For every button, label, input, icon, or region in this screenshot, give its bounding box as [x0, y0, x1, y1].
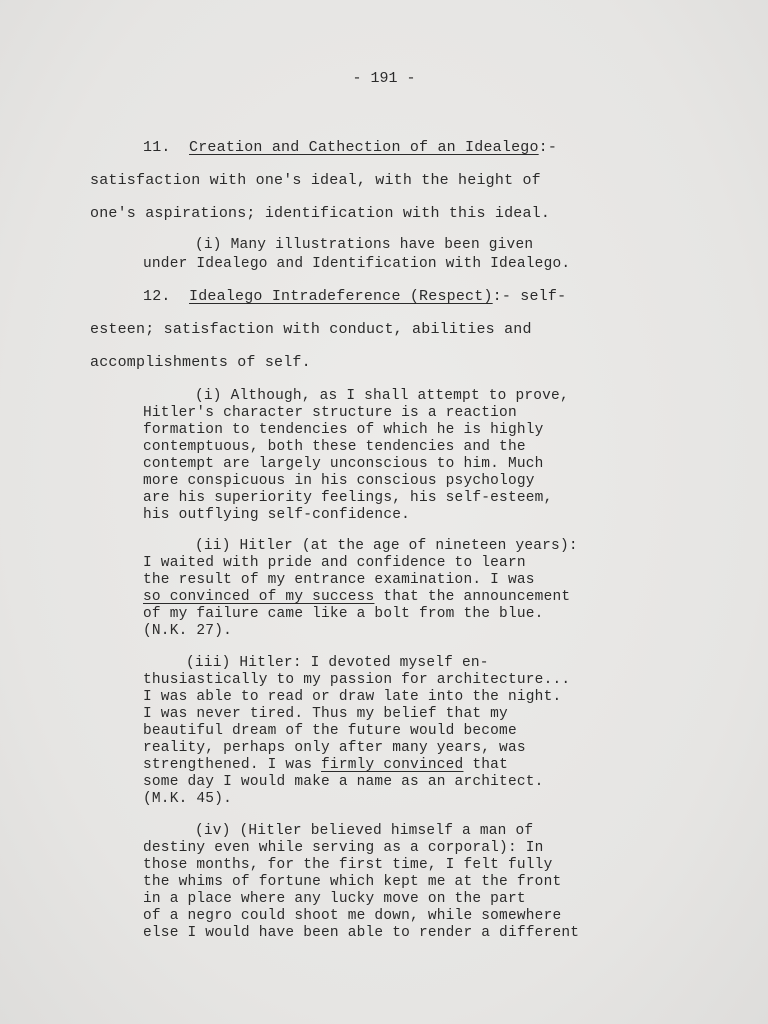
quote-ii-text: that the announcement — [374, 589, 571, 605]
quote-i-line: formation to tendencies of which he is highly — [143, 422, 544, 438]
quote-iv-line: in a place where any lucky move on the part — [143, 891, 526, 907]
item-11-title-suffix: :- — [538, 139, 558, 156]
quote-iv-line: those months, for the first time, I felt fully — [143, 857, 553, 873]
quote-iii-line: some day I would make a name as an architect. — [143, 774, 544, 790]
quote-i-line: Hitler's character structure is a reaction — [143, 405, 517, 421]
item-11-title: Creation and Cathection of an Idealego — [189, 139, 539, 156]
quote-ii-citation: (N.K. 27). — [143, 623, 233, 639]
item-11-note-line: under Idealego and Identification with Idealego. — [143, 256, 571, 272]
quote-ii-line: the result of my entrance examination. I was — [143, 572, 535, 588]
quote-ii-line: (ii) Hitler (at the age of nineteen years): — [195, 538, 578, 554]
quote-iii-line: reality, perhaps only after many years, was — [143, 740, 526, 756]
item-12-line: accomplishments of self. — [90, 354, 311, 371]
quote-ii-line: of my failure came like a bolt from the blue. — [143, 606, 544, 622]
quote-iv-line: destiny even while serving as a corporal): In — [143, 840, 544, 856]
quote-i-line: contemptuous, both these tendencies and the — [143, 439, 526, 455]
item-11-line: satisfaction with one's ideal, with the height of — [90, 172, 541, 189]
quote-iii-text: that — [463, 757, 508, 773]
item-11-note-line: (i) Many illustrations have been given — [195, 237, 534, 253]
quote-i-line: contempt are largely unconscious to him. Much — [143, 456, 544, 472]
quote-iii-citation: (M.K. 45). — [143, 791, 233, 807]
quote-i-line: more conspicuous in his conscious psychology — [143, 473, 535, 489]
quote-iv-line: the whims of fortune which kept me at the front — [143, 874, 562, 890]
quote-ii-line: I waited with pride and confidence to learn — [143, 555, 526, 571]
quote-iii-line: beautiful dream of the future would become — [143, 723, 517, 739]
item-12-title: Idealego Intradeference (Respect) — [189, 288, 493, 305]
quote-ii-line — [143, 589, 570, 605]
item-11-line: one's aspirations; identification with this ideal. — [90, 205, 551, 222]
page-number: - 191 - — [352, 70, 416, 87]
quote-iv-line: (iv) (Hitler believed himself a man of — [195, 823, 534, 839]
quote-i-line: (i) Although, as I shall attempt to prove, — [195, 388, 569, 404]
quote-iii-line — [143, 757, 508, 773]
item-12-title-suffix: :- self- — [492, 288, 567, 305]
quote-iii-line: thusiastically to my passion for architecture... — [143, 672, 571, 688]
quote-iii-line: (iii) Hitler: I devoted myself en- — [186, 655, 489, 671]
quote-iii-line: I was able to read or draw late into the night. — [143, 689, 562, 705]
item-12-line: esteen; satisfaction with conduct, abilities and — [90, 321, 532, 338]
quote-ii-underlined: so convinced of my success — [143, 589, 375, 605]
item-11-heading — [143, 139, 557, 156]
quote-iv-line: of a negro could shoot me down, while somewhere — [143, 908, 562, 924]
quote-i-line: are his superiority feelings, his self-esteem, — [143, 490, 553, 506]
quote-iii-underlined: firmly convinced — [321, 757, 464, 773]
item-12-number: 12. — [143, 288, 171, 305]
item-12-heading — [143, 288, 566, 305]
quote-iii-line: I was never tired. Thus my belief that my — [143, 706, 508, 722]
quote-i-line: his outflying self-confidence. — [143, 507, 411, 523]
item-11-number: 11. — [143, 139, 171, 156]
quote-iv-line: else I would have been able to render a different — [143, 925, 580, 941]
quote-iii-text: strengthened. I was — [143, 757, 322, 773]
